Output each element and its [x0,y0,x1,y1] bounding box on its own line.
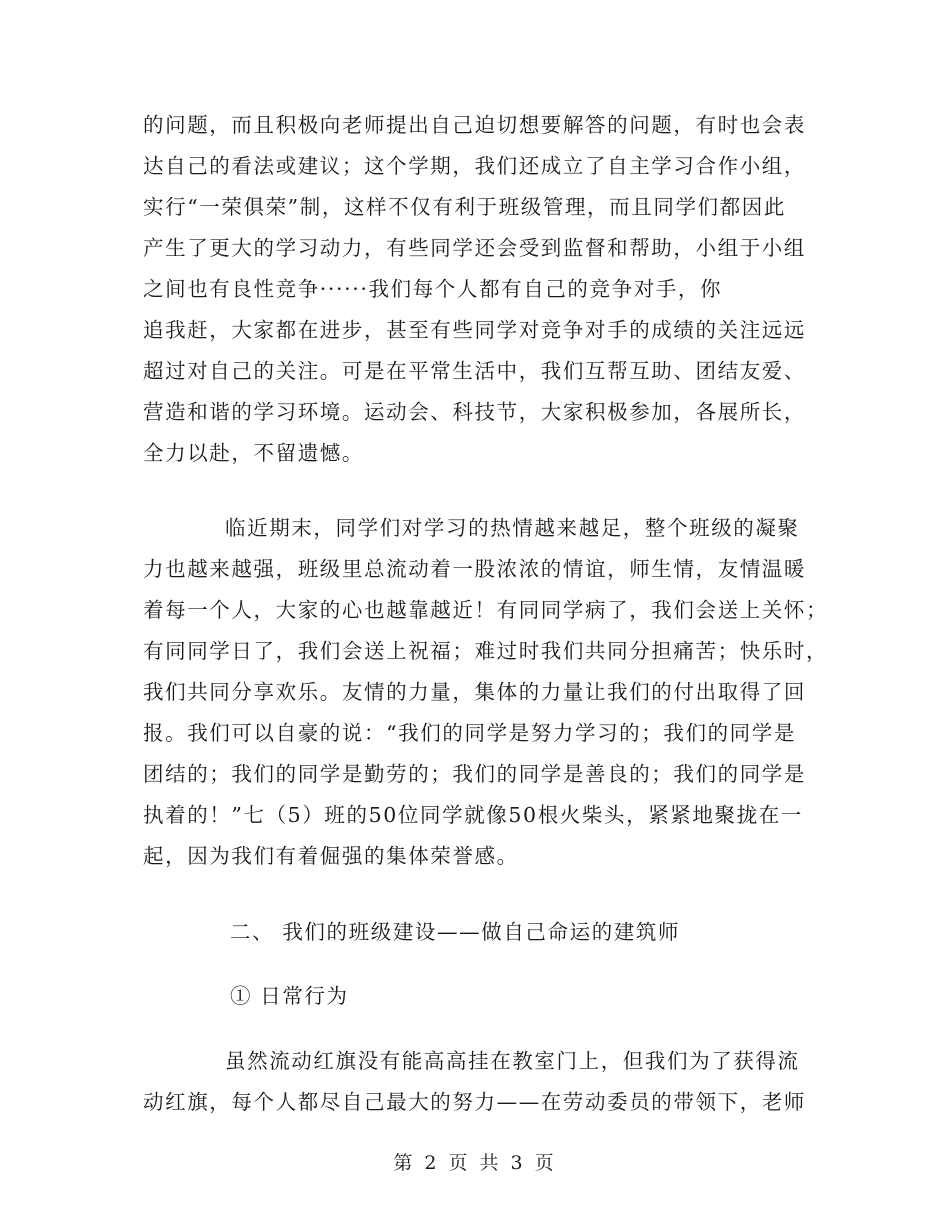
paragraph-line: 有同同学日了，我们会送上祝福；难过时我们共同分担痛苦；快乐时， [143,639,829,663]
paragraph-line: 产生了更大的学习动力，有些同学还会受到监督和帮助，小组于小组 [143,236,806,260]
paragraph-line: 我们共同分享欢乐。友情的力量，集体的力量让我们的付出取得了回 [143,680,806,704]
paragraph-line: 的问题，而且积极向老师提出自己迫切想要解答的问题，有时也会表 [143,113,806,137]
section-heading: 二、 我们的班级建设——做自己命运的建筑师 [230,920,681,944]
paragraph-line: 超过对自己的关注。可是在平常生活中，我们互帮互助、团结友爱、 [143,359,806,383]
paragraph-line: 营造和谐的学习环境。运动会、科技节，大家积极参加，各展所长， [143,400,806,424]
paragraph-1 [143,105,809,474]
paragraph-line: 力也越来越强，班级里总流动着一股浓浓的情谊，师生情，友情温暖 [143,557,806,581]
paragraph-line: 追我赶，大家都在进步，甚至有些同学对竞争对手的成绩的关注远远 [143,318,806,342]
paragraph-line: 临近期末，同学们对学习的热情越来越足，整个班级的凝聚 [225,516,800,540]
paragraph-2 [143,508,829,877]
paragraph-line: 达自己的看法或建议；这个学期，我们还成立了自主学习合作小组， [143,154,806,178]
paragraph-line: 团结的；我们的同学是勤劳的；我们的同学是善良的；我们的同学是 [143,762,806,786]
paragraph-line: 动红旗，每个人都尽自己最大的努力——在劳动委员的带领下，老师 [143,1090,806,1114]
subsection-heading: ① 日常行为 [230,984,349,1008]
paragraph-line: 实行“一荣俱荣”制，这样不仅有利于班级管理，而且同学们都因此 [143,195,786,219]
page-number-footer: 第 2 页 共 3 页 [393,1152,557,1174]
paragraph-line: 之间也有良性竞争······我们每个人都有自己的竞争对手，你 [143,277,723,301]
paragraph-3 [143,1041,809,1123]
paragraph-line: 起，因为我们有着倔强的集体荣誉感。 [143,844,519,868]
paragraph-line: 虽然流动红旗没有能高高挂在教室门上，但我们为了获得流 [225,1049,800,1073]
paragraph-line: 全力以赴，不留遗憾。 [143,441,364,465]
paragraph-line: 着每一个人，大家的心也越靠越近！有同同学病了，我们会送上关怀； [143,598,829,622]
paragraph-line: 执着的！”七（5）班的50位同学就像50根火柴头，紧紧地聚拢在一 [143,803,803,827]
paragraph-line: 报。我们可以自豪的说：“我们的同学是努力学习的；我们的同学是 [143,721,796,745]
